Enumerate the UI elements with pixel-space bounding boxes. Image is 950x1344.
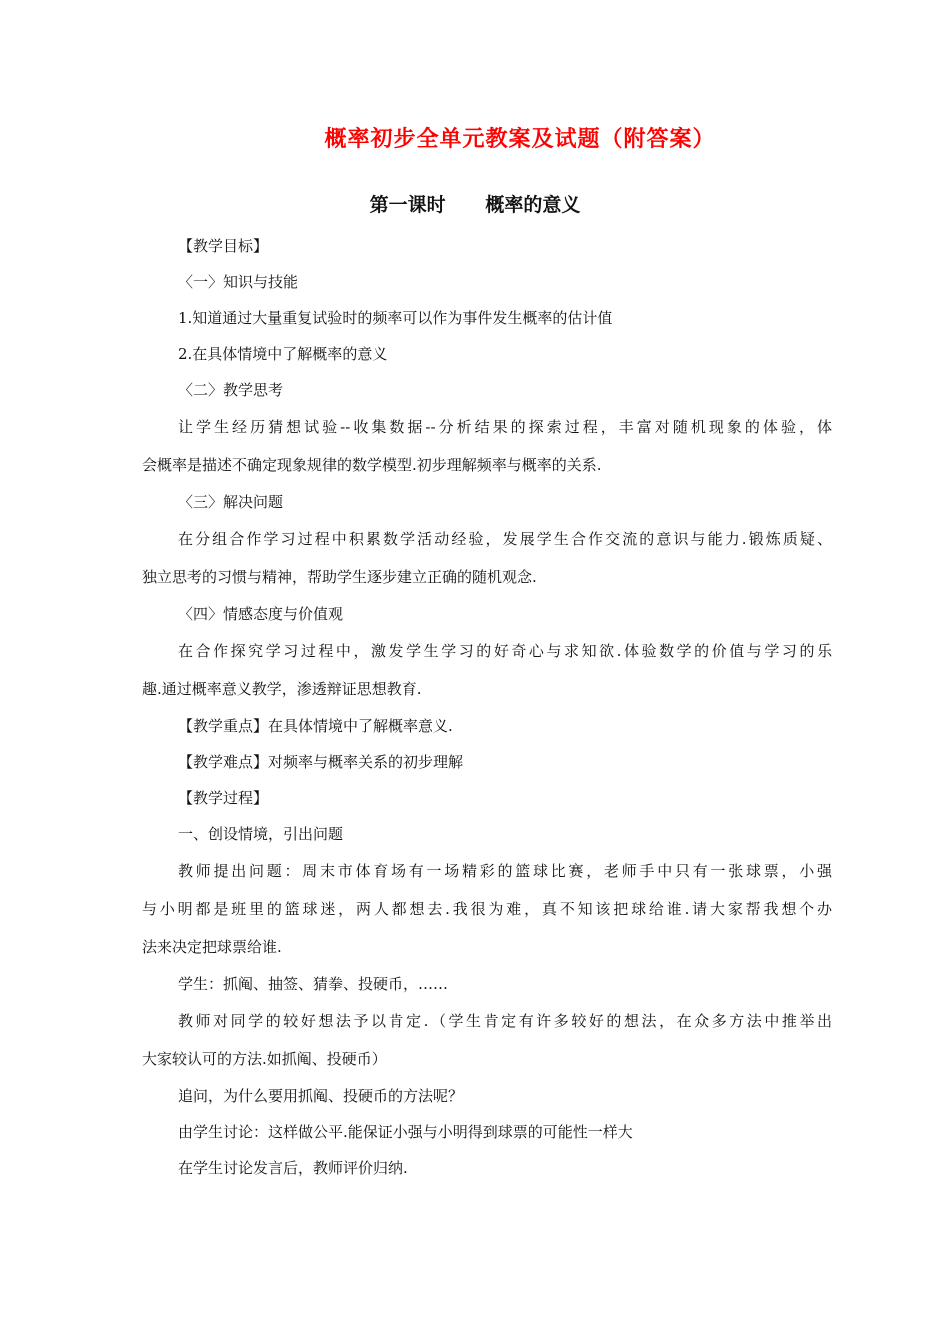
subsection-heading: 一、创设情境，引出问题 — [178, 825, 344, 843]
document-title: 概率初步全单元教案及试题（附答案） — [324, 127, 716, 152]
paragraph-line: 追问，为什么要用抓阄、投硬币的方法呢？ — [178, 1087, 464, 1105]
paragraph-line: 独立思考的习惯与精神，帮助学生逐步建立正确的随机观念. — [142, 568, 537, 586]
paragraph-line: 教师对同学的较好想法予以肯定.（学生肯定有许多较好的想法，在众多方法中推举出 — [178, 1012, 832, 1030]
subsection-heading: 〈二〉教学思考 — [178, 381, 284, 399]
paragraph-line: 在学生讨论发言后，教师评价归纳. — [178, 1159, 408, 1177]
paragraph-line: 教师提出问题：周末市体育场有一场精彩的篮球比赛，老师手中只有一张球票，小强 — [178, 862, 832, 880]
paragraph-line: 法来决定把球票给谁. — [142, 938, 282, 956]
paragraph-line: 2.在具体情境中了解概率的意义 — [178, 345, 388, 363]
document-body — [142, 228, 832, 1186]
section-heading-key-point: 【教学重点】在具体情境中了解概率意义. — [178, 717, 453, 735]
paragraph-line: 在合作探究学习过程中，激发学生学习的好奇心与求知欲.体验数学的价值与学习的乐 — [178, 642, 832, 660]
paragraph-line: 与小明都是班里的篮球迷，两人都想去.我很为难，真不知该把球给谁.请大家帮我想个办 — [142, 900, 832, 918]
paragraph-line: 大家较认可的方法.如抓阄、投硬币） — [142, 1050, 387, 1068]
subsection-heading: 〈一〉知识与技能 — [178, 273, 299, 291]
section-heading-difficulty: 【教学难点】对频率与概率关系的初步理解 — [178, 753, 464, 771]
paragraph-line: 1.知道通过大量重复试验时的频率可以作为事件发生概率的估计值 — [178, 309, 613, 327]
paragraph-line: 学生：抓阄、抽签、猜拳、投硬币，…… — [178, 975, 449, 993]
paragraph-line: 趣.通过概率意义教学，渗透辩证思想教育. — [142, 680, 422, 698]
paragraph-line: 由学生讨论：这样做公平.能保证小强与小明得到球票的可能性一样大 — [178, 1123, 633, 1141]
subsection-heading: 〈四〉情感态度与价值观 — [178, 605, 344, 623]
section-heading-teaching-goals: 【教学目标】 — [178, 237, 269, 255]
subsection-heading: 〈三〉解决问题 — [178, 493, 284, 511]
paragraph-line: 在分组合作学习过程中积累数学活动经验，发展学生合作交流的意识与能力.锻炼质疑、 — [178, 530, 832, 548]
paragraph-line: 会概率是描述不确定现象规律的数学模型.初步理解频率与概率的关系. — [142, 456, 602, 474]
lesson-title: 第一课时 概率的意义 — [369, 194, 581, 216]
section-heading-process: 【教学过程】 — [178, 789, 269, 807]
paragraph-line: 让学生经历猜想试验--收集数据--分析结果的探索过程，丰富对随机现象的体验，体 — [178, 418, 832, 436]
